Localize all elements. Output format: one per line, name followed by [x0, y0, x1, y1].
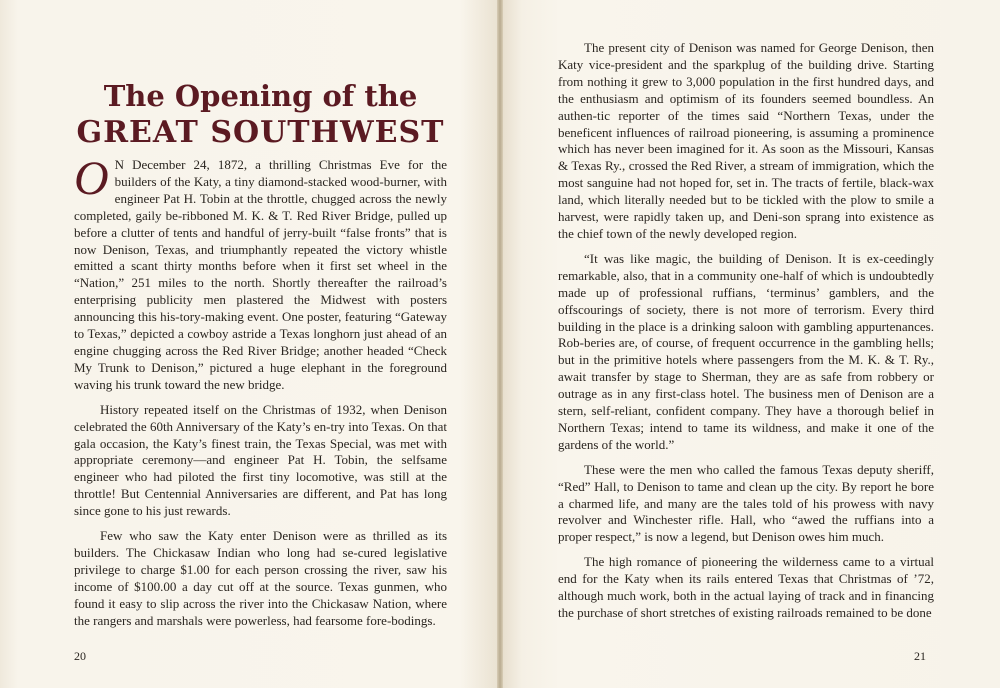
paragraph-6: These were the men who called the famous Texas deputy sheriff, “Red” Hall, to Denison to tame and clean up the city. By report he bore a charmed life, and many are the tales told of his prowess with navy revolver and Winchester rifle. Hall, who “awed the ruffians into a proper respect,” is now a legend, but Denison owes him much. — [558, 461, 934, 545]
left-column — [74, 79, 447, 629]
right-column — [558, 40, 934, 622]
paragraph-2: History repeated itself on the Christmas of 1932, when Denison celebrated the 60th Anniversary of the Katy’s en-try into Texas. On that gala occasion, the Katy’s finest train, the Texas Special, was met with appropriate ceremony—and engineer Pat H. Tobin, the selfsame engineer who had piloted the first tiny locomotive, was still at the throttle! But Centennial Anniversaries are different, and Pat has long since gone to his just rewards. — [74, 401, 447, 519]
page-number-right: 21 — [914, 649, 926, 663]
book-gutter — [497, 0, 503, 688]
page-number-left: 20 — [74, 649, 86, 663]
title-line-1: The Opening of the — [103, 79, 418, 113]
drop-cap: O — [74, 152, 109, 205]
paragraph-5: “It was like magic, the building of Denison. It is ex-ceedingly remarkable, also, that in a community one-half of which is undoubtedly made up of professional ruffians, ‘terminus’ gamblers, and the offscourings of society, there is not more of terrorism. Every third building in the place is a drinking saloon with gambling appurtenances. Rob-beries are, of course, of frequent occurrence in the gambling hells; but in the primitive hotels where passengers from the M. K. & T. Ry., await transfer by stage to Sherman, they are as safe from robbery or outrage as in any first-class hotel. The business men of Denison are a stern, self-reliant, confident company. They have a thorough belief in Northern Texas; intend to tame its wildness, and make it one of the gardens of the world.” — [558, 250, 934, 452]
paragraph-4: The present city of Denison was named for George Denison, then Katy vice-president and the sparkplug of the building drive. Starting from nothing it grew to 3,000 population in the first hundred days, and the enthusiasm and optimism of its founders seemed boundless. An authen-tic reporter of the times said “Northern Texas, under the beneficent influences of railroad pioneering, is assuming a prominence which has never been imagined for it. As soon as the Missouri, Kansas & Texas Ry., crossed the Red River, a stream of immigration, which the most sanguine had not hoped for, set in. The tracts of fertile, black-wax land, which literally needed but to be tickled with the plow to smile a harvest, were rapidly taken up, and Deni-son sprang into existence as the chief town of the newly developed region. — [558, 40, 934, 241]
paragraph-1-text: N December 24, 1872, a thrilling Christmas Eve for the builders of the Katy, a tiny diamond-stacked wood-burner, with engineer Pat H. Tobin at the throttle, chugged across the newly completed, gaily be-ribboned M. K. & T. Red River Bridge, pulled up before a clutter of tents and handful of jerry-built “false fronts” that is now Denison, Texas, and triumphantly repeated the victory whistle emitted a scant thirty months before when it first set wheel in the “Nation,” 251 miles to the north. Shortly thereafter the railroad’s enterprising publicity men plastered the Midwest with posters announcing this his-tory-making event. One poster, featuring “Gateway to Texas,” depicted a cowboy astride a Texas longhorn just ahead of an engine chugging across the Red River Bridge; another headed “Check My Trunk to Denison,” pictured a huge elephant in the foreground waving his trunk toward the new bridge. — [74, 157, 447, 392]
paragraph-7: The high romance of pioneering the wilderness came to a virtual end for the Katy when its rails entered Texas that Christmas of ’72, although much work, both in the actual laying of track and in financing the purchase of short stretches of existing railroads remained to be done — [558, 554, 934, 620]
paragraph-1 — [74, 152, 447, 394]
paragraph-3: Few who saw the Katy enter Denison were as thrilled as its builders. The Chickasaw Indian who long had se-cured legislative privilege to charge $1.00 for each person crossing the river, saw his income of $100.00 a day cut off at the source. Texas gunmen, who found it easy to slip across the river into the Chickasaw Nation, where the rangers and marshals were powerless, had fearsome fore-bodings. — [74, 528, 447, 628]
title-line-2: GREAT SOUTHWEST — [76, 115, 445, 150]
